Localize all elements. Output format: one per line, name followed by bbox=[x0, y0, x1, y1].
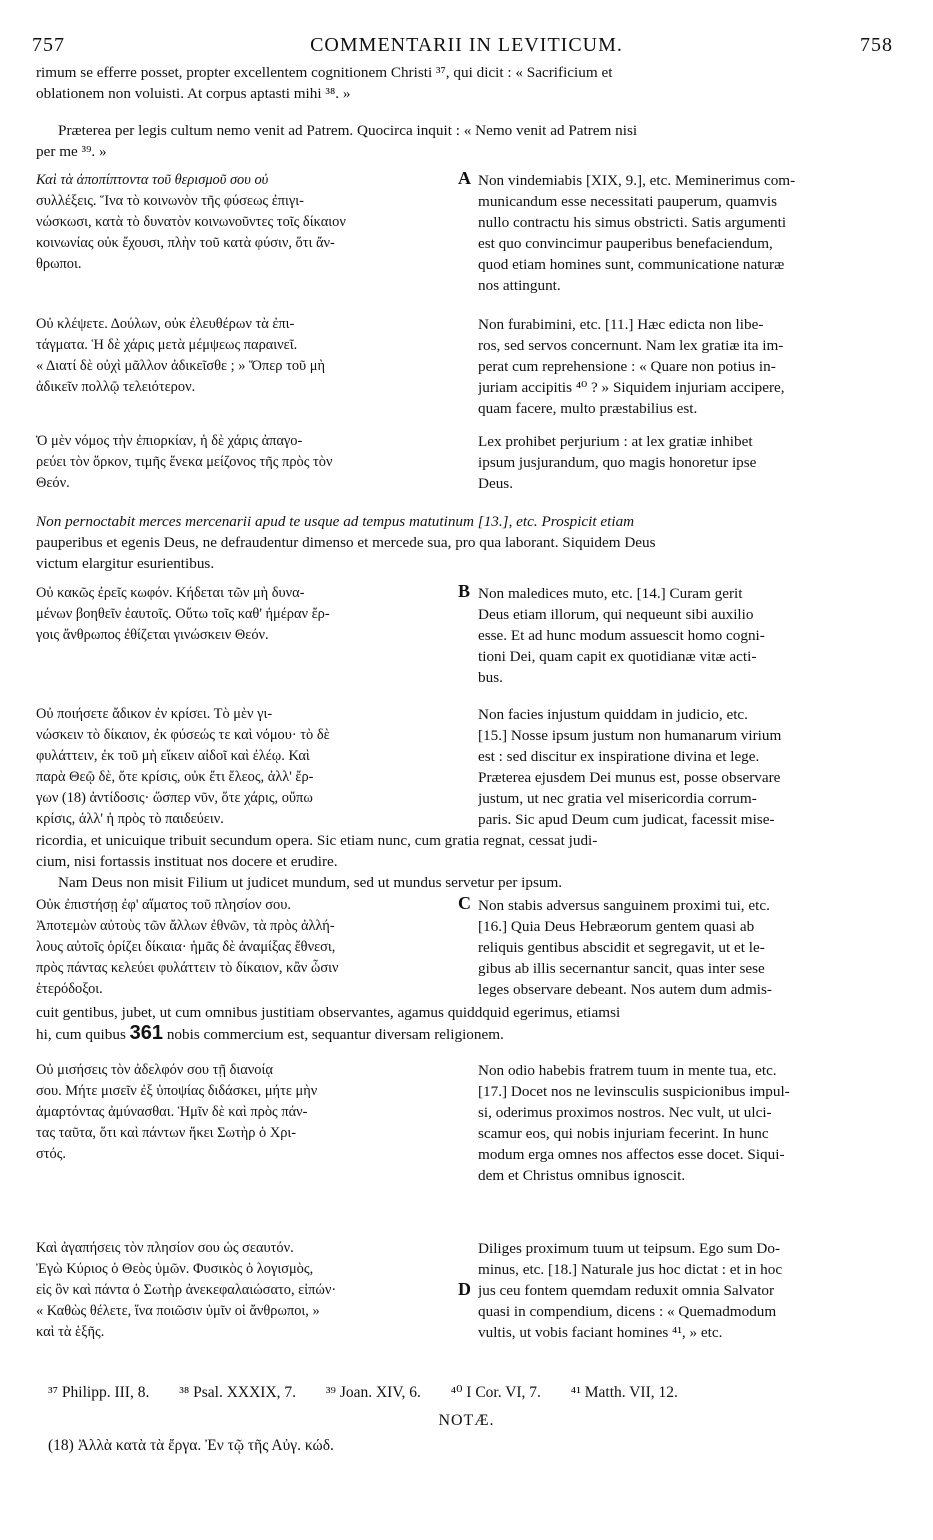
text-line: modum erga omnes nos affectos esse docet. Siqui- bbox=[478, 1146, 785, 1163]
intro-paragraph-2 bbox=[36, 120, 898, 162]
latin-text bbox=[478, 1238, 898, 1343]
text-line: Καὶ ἀγαπήσεις τὸν πλησίον σου ὡς σεαυτόν. bbox=[36, 1240, 294, 1256]
text-line: Θεόν. bbox=[36, 475, 70, 491]
text-line: νώσκειν τὸ δίκαιον, ἐκ φύσεώς τε καὶ νόμου· τὸ δὲ bbox=[36, 727, 330, 743]
text-line: νώσκωσι, κατὰ τὸ δυνατὸν κοινωνοῦντες τοῖς δίκαιον bbox=[36, 214, 346, 230]
text-line: Οὐ ποιήσετε ἄδικον ἐν κρίσει. Τὸ μὲν γι- bbox=[36, 706, 273, 722]
text-line: [15.] Nosse ipsum justum non humanarum virium bbox=[478, 727, 782, 744]
text-line: quod etiam homines sunt, communicatione naturæ bbox=[478, 256, 785, 273]
latin-text bbox=[478, 314, 898, 419]
text-line: perat cum reprehensione : « Quare non potius in- bbox=[478, 358, 776, 375]
notes-heading: NOTÆ. bbox=[438, 1412, 495, 1429]
greek-text bbox=[36, 583, 456, 646]
greek-text bbox=[36, 1238, 456, 1343]
latin-text bbox=[478, 431, 898, 494]
text-line: τάγματα. Ἡ δὲ χάρις μετὰ μέμψεως παραινεῖ. bbox=[36, 337, 298, 353]
text-line: si, oderimus proximos nostros. Nec vult, ut ulci- bbox=[478, 1104, 772, 1121]
text-line: pauperibus et egenis Deus, ne defraudentur dimenso et mercede sua, pro qua laborant. Siquidem Deus bbox=[36, 534, 656, 551]
greek-text bbox=[36, 170, 456, 275]
text-line: Non facies injustum quiddam in judicio, etc. bbox=[478, 706, 748, 723]
text-line: Deus etiam illorum, qui nequeunt sibi auxilio bbox=[478, 606, 754, 623]
greek-text bbox=[36, 704, 456, 830]
text-line: ρεύει τὸν ὅρκον, τιμῆς ἕνεκα μείζονος τῆς πρὸς τὸν bbox=[36, 454, 333, 470]
full-paragraph bbox=[36, 1002, 898, 1045]
text-line: Deus. bbox=[478, 475, 514, 492]
text-line: esse. Et ad hunc modum assuescit homo cogni- bbox=[478, 627, 765, 644]
latin-text bbox=[478, 895, 898, 1000]
text-line: Οὐ κλέψετε. Δούλων, οὐκ ἐλευθέρων τὰ ἐπι- bbox=[36, 316, 295, 332]
text-line: Non pernoctabit merces mercenarii apud te usque ad tempus matutinum [13.], etc. Prospicit etiam bbox=[36, 513, 635, 530]
intro-paragraph bbox=[36, 62, 898, 104]
text-line: [16.] Quia Deus Hebræorum gentem quasi ab bbox=[478, 918, 755, 935]
page-marker-number: 361 bbox=[129, 1023, 164, 1044]
text-line: cuit gentibus, jubet, ut cum omnibus justitiam observantes, agamus quiddquid egerimus, etiamsi bbox=[36, 1004, 621, 1021]
text-line: Præterea ejusdem Dei munus est, posse observare bbox=[478, 769, 781, 786]
footnote: ⁴⁰ I Cor. VI, 7. bbox=[450, 1384, 541, 1401]
text-line: Οὐ μισήσεις τὸν ἀδελφόν σου τῇ διανοίᾳ bbox=[36, 1062, 273, 1078]
margin-letter: D bbox=[458, 1279, 471, 1299]
text-line: Καὶ τὰ ἀποπίπτοντα τοῦ θερισμοῦ σου οὐ bbox=[36, 172, 269, 188]
text-line: ipsum jusjurandum, quo magis honoretur ipse bbox=[478, 454, 757, 471]
text-line: bus. bbox=[478, 669, 503, 686]
text-line: municandum esse necessitati pauperum, quamvis bbox=[478, 193, 778, 210]
latin-text bbox=[478, 704, 898, 830]
text-line: gibus ab illis secernantur sancit, quas inter sese bbox=[478, 960, 765, 977]
text-line: leges observare debeant. Nos autem dum admis- bbox=[478, 981, 772, 998]
full-paragraph bbox=[36, 830, 898, 893]
column-number-left: 757 bbox=[32, 34, 65, 56]
text-line: εἰς ὃν καὶ πάντα ὁ Σωτὴρ ἀνεκεφαλαιώσατο, εἰπών· bbox=[36, 1282, 337, 1298]
text-line: κρίσις, ἀλλ' ἡ πρὸς τὸ παιδεύειν. bbox=[36, 811, 224, 827]
text-line: cium, nisi fortassis instituat nos docere et erudire. bbox=[36, 853, 338, 870]
text-line: γοις ἄνθρωπος ἐθίζεται γινώσκειν Θεόν. bbox=[36, 627, 269, 643]
text-line: στός. bbox=[36, 1146, 67, 1162]
text-line: dem et Christus omnibus ignoscit. bbox=[478, 1167, 686, 1184]
footnote: ⁴¹ Matth. VII, 12. bbox=[570, 1384, 678, 1401]
latin-text bbox=[478, 170, 898, 296]
latin-text bbox=[478, 583, 898, 688]
margin-letter: C bbox=[458, 893, 471, 913]
footnote: ³⁹ Joan. XIV, 6. bbox=[325, 1384, 421, 1401]
text-line bbox=[36, 1023, 898, 1045]
text-line: justum, ut nec gratia vel misericordia corrum- bbox=[478, 790, 757, 807]
greek-text bbox=[36, 431, 456, 494]
text-line: minus, etc. [18.] Naturale jus hoc dictat : et in hoc bbox=[478, 1261, 783, 1278]
text-line: victum elargitur esurientibus. bbox=[36, 555, 215, 572]
margin-letter: A bbox=[458, 168, 471, 188]
greek-text bbox=[36, 314, 456, 398]
text-line: paris. Sic apud Deum cum judicat, facessit mise- bbox=[478, 811, 775, 828]
text-line: γων (18) ἀντίδοσις· ὥσπερ νῦν, ὅτε χάρις, οὔπω bbox=[36, 790, 313, 806]
text-line: Lex prohibet perjurium : at lex gratiæ inhibet bbox=[478, 433, 753, 450]
text-line: Ἀποτεμὼν αὐτοὺς τῶν ἄλλων ἐθνῶν, τὰ πρὸς ἀλλή- bbox=[36, 918, 335, 934]
text-line: Non vindemiabis [XIX, 9.], etc. Meminerimus com- bbox=[478, 172, 796, 189]
text-line: [17.] Docet nos ne levinsculis suspicionibus impul- bbox=[478, 1083, 790, 1100]
text-line: ricordia, et unicuique tribuit secundum opera. Sic etiam nunc, cum gratia regnat, cessat judi- bbox=[36, 832, 598, 849]
text-line: μένων βοηθεῖν ἑαυτοῖς. Οὕτω τοῖς καθ' ἡμέραν ἔρ- bbox=[36, 606, 330, 622]
text-line: θρωποι. bbox=[36, 256, 82, 272]
text-line: ἀδικεῖν πολλῷ τελειότερον. bbox=[36, 379, 196, 395]
text-line: Non odio habebis fratrem tuum in mente tua, etc. bbox=[478, 1062, 777, 1079]
text-line: σου. Μήτε μισεῖν ἐξ ὑποψίας διδάσκει, μήτε μὴν bbox=[36, 1083, 318, 1099]
footnotes bbox=[48, 1383, 898, 1402]
text-line: Οὐκ ἐπιστήσῃ ἐφ' αἵματος τοῦ πλησίον σου. bbox=[36, 897, 291, 913]
text-line: Non maledices muto, etc. [14.] Curam gerit bbox=[478, 585, 743, 602]
text-line: vultis, ut vobis faciant homines ⁴¹, » etc. bbox=[478, 1324, 723, 1341]
text-line: tioni Dei, quam capit ex quotidianæ vitæ acti- bbox=[478, 648, 757, 665]
greek-text bbox=[36, 1060, 456, 1165]
footnote: ³⁸ Psal. XXXIX, 7. bbox=[179, 1384, 297, 1401]
greek-text bbox=[36, 895, 456, 1000]
margin-letter: B bbox=[458, 581, 471, 601]
text-line: rimum se efferre posset, propter excellentem cognitionem Christi ³⁷, qui dicit : « Sacrificium et bbox=[36, 64, 613, 81]
text-line: Non furabimini, etc. [11.] Hæc edicta non libe- bbox=[478, 316, 764, 333]
footnote: ³⁷ Philipp. III, 8. bbox=[48, 1384, 150, 1401]
text-line: scamur eos, qui nobis injuriam fecerint. In hunc bbox=[478, 1125, 769, 1142]
text-line: « Καθὼς θέλετε, ἵνα ποιῶσιν ὑμῖν οἱ ἄνθρωποι, » bbox=[36, 1303, 320, 1319]
text-line: Ὁ μὲν νόμος τὴν ἐπιορκίαν, ἡ δὲ χάρις ἀπαγο- bbox=[36, 433, 303, 449]
text-line: παρὰ Θεῷ δὲ, ὅτε κρίσις, οὐκ ἔτι ἔλεος, ἀλλ' ἔρ- bbox=[36, 769, 314, 785]
text-line: jus ceu fontem quemdam reduxit omnia Salvator bbox=[478, 1282, 775, 1299]
text-line: κοινωνίας οὐκ ἔχουσι, πλὴν τοῦ κατὰ φύσιν, ὅτι ἄν- bbox=[36, 235, 335, 251]
text-fragment: nobis commercium est, sequantur diversam religionem. bbox=[163, 1026, 504, 1043]
column-number-right: 758 bbox=[860, 34, 893, 56]
note-text: (18) Ἀλλὰ κατὰ τὰ ἔργα. Ἐν τῷ τῆς Αὐγ. κώδ. bbox=[48, 1437, 334, 1454]
text-line: συλλέξεις. Ἵνα τὸ κοινωνὸν τῆς φύσεως ἐπιγι- bbox=[36, 193, 304, 209]
text-line: reliquis gentibus abscidit et segregavit, ut et le- bbox=[478, 939, 765, 956]
full-paragraph bbox=[36, 511, 898, 574]
text-line: juriam accipitis ⁴⁰ ? » Siquidem injuriam accipere, bbox=[478, 379, 785, 396]
text-line: quasi in compendium, dicens : « Quemadmodum bbox=[478, 1303, 777, 1320]
text-line: πρὸς πάντας κελεύει φυλάττειν τὸ δίκαιον, κἂν ὦσιν bbox=[36, 960, 339, 976]
text-line: per me ³⁹. » bbox=[36, 143, 107, 160]
text-line: Ἐγὼ Κύριος ὁ Θεὸς ὑμῶν. Φυσικὸς ὁ λογισμὸς, bbox=[36, 1261, 314, 1277]
text-line: quam facere, multo præstabilius est. bbox=[478, 400, 698, 417]
text-line: Præterea per legis cultum nemo venit ad Patrem. Quocirca inquit : « Nemo venit ad Patrem nisi bbox=[58, 122, 638, 139]
text-line: nullo contractu his simus obstricti. Satis argumenti bbox=[478, 214, 787, 231]
text-line: Diliges proximum tuum ut teipsum. Ego sum Do- bbox=[478, 1240, 781, 1257]
text-line: est quo convincimur pauperibus benefaciendum, bbox=[478, 235, 773, 252]
text-line: ros, sed servos concernunt. Nam lex gratiæ ita im- bbox=[478, 337, 784, 354]
text-line: Non stabis adversus sanguinem proximi tui, etc. bbox=[478, 897, 770, 914]
text-line: est : sed discitur ex inspiratione divina et lege. bbox=[478, 748, 760, 765]
text-line: φυλάττειν, ἐκ τοῦ μὴ εἴκειν αἰδοῖ καὶ ἐλέῳ. Καὶ bbox=[36, 748, 310, 764]
text-line: ἁμαρτόντας ἀμύνασθαι. Ἡμῖν δὲ καὶ πρὸς πάν- bbox=[36, 1104, 308, 1120]
text-line: oblationem non voluisti. At corpus aptasti mihi ³⁸. » bbox=[36, 85, 351, 102]
text-line: λους αὐτοῖς ὁρίζει δίκαια· ἡμᾶς δὲ ἀναμίξας ἔθνεσι, bbox=[36, 939, 336, 955]
text-fragment: hi, cum quibus bbox=[36, 1026, 130, 1043]
text-line: Οὐ κακῶς ἐρεῖς κωφόν. Κήδεται τῶν μὴ δυνα- bbox=[36, 585, 305, 601]
text-line: nos attingunt. bbox=[478, 277, 561, 294]
running-title: COMMENTARII IN LEVITICUM. bbox=[310, 34, 623, 56]
text-line: τας ταῦτα, ὅτι καὶ πάντων ἥκει Σωτὴρ ὁ Χρι- bbox=[36, 1125, 297, 1141]
text-line: καὶ τὰ ἑξῆς. bbox=[36, 1324, 105, 1340]
text-line: ἑτερόδοξοι. bbox=[36, 981, 103, 997]
text-line: « Διατί δὲ οὐχὶ μᾶλλον ἀδικεῖσθε ; » Ὅπερ τοῦ μὴ bbox=[36, 358, 326, 374]
latin-text bbox=[478, 1060, 898, 1186]
text-line: Nam Deus non misit Filium ut judicet mundum, sed ut mundus servetur per ipsum. bbox=[58, 874, 563, 891]
